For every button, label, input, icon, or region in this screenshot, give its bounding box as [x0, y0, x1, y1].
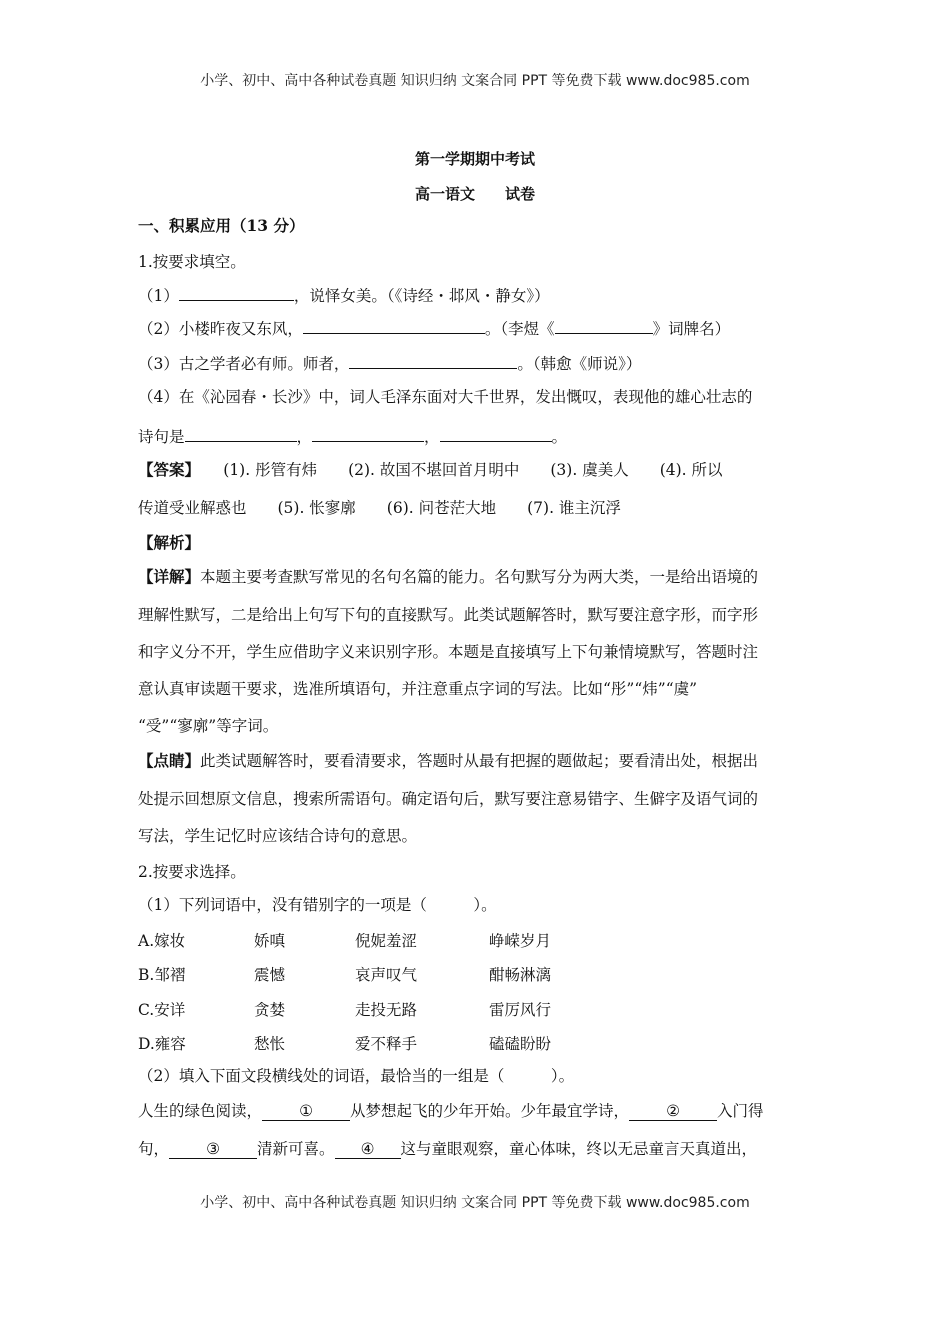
tip-line-1 [138, 751, 758, 771]
option-word: 倪妮羞涩 [355, 932, 418, 950]
option-word: 爱不释手 [355, 1035, 418, 1053]
page-header: 小学、初中、高中各种试卷真题 知识归纳 文案合同 PPT 等免费下载 www.doc985.com [200, 73, 750, 89]
passage-blank-2[interactable]: ② [629, 1102, 717, 1121]
part-text: 》词牌名） [652, 320, 731, 338]
fill-blank[interactable] [303, 318, 485, 334]
part-text: 。（李煜《 [484, 320, 555, 338]
punctuation: ， [424, 428, 440, 446]
detail-text: 本题主要考查默写常见的名句名篇的能力。名句默写分为两大类，一是给出语境的 [200, 568, 759, 586]
question-1-part-3 [138, 353, 641, 374]
passage-blank-1[interactable]: ① [262, 1102, 350, 1121]
detail-label: 【详解】 [138, 567, 201, 586]
fill-blank[interactable] [179, 285, 294, 301]
tip-label: 【点睛】 [138, 751, 201, 770]
detail-line-2: 理解性默写，二是给出上句写下句的直接默写。此类试题解答时，默写要注意字形，而字形 [138, 606, 759, 624]
exam-subtitle: 高一语文 试卷 [414, 185, 535, 203]
option-word: 雷厉风行 [489, 1001, 552, 1019]
question-1-stem: 1.按要求填空。 [138, 253, 246, 271]
fill-blank[interactable] [555, 318, 653, 334]
part-text: 诗句是 [138, 428, 185, 446]
passage-text: 句， [138, 1140, 170, 1158]
answer-label: 【答案】 [138, 460, 193, 479]
part-text: ，说怿女美。（《诗经・邶风・静女》） [293, 287, 550, 305]
detail-line-3: 和字义分不开，学生应借助字义来识别字形。本题是直接填写上下句兼情境默写，答题时注 [138, 643, 759, 661]
fill-blank[interactable] [185, 426, 297, 442]
option-word: 愁怅 [254, 1035, 286, 1053]
detail-line-1 [138, 567, 758, 587]
punctuation: 。 [551, 428, 568, 446]
fill-blank[interactable] [349, 353, 517, 369]
passage-line-1 [138, 1101, 764, 1121]
option-word: 哀声叹气 [355, 966, 418, 984]
passage-blank-3[interactable]: ③ [169, 1140, 257, 1159]
option-label: A.嫁妆 [138, 932, 186, 950]
detail-line-4: 意认真审读题干要求，选准所填语句，并注意重点字词的写法。比如“彤”“炜”“虞” [138, 680, 698, 698]
passage-text: 这与童眼观察，童心体味，终以无忌童言天真道出， [400, 1140, 758, 1158]
question-1-part-2 [138, 318, 730, 339]
option-word: 震憾 [254, 966, 286, 984]
question-1-part-4: （4）在《沁园春・长沙》中，词人毛泽东面对大千世界，发出慨叹，表现他的雄心壮志的 [138, 388, 753, 406]
answer-line-2: 传道受业解惑也 (5). 怅寥廓 (6). 问苍茫大地 (7). 谁主沉浮 [138, 499, 621, 517]
fill-blank[interactable] [312, 426, 424, 442]
answer-text: (1). 彤管有炜 (2). 故国不堪回首月明中 (3). 虞美人 (4). 所以 [192, 461, 723, 479]
tip-text: 此类试题解答时，要看清要求，答题时从最有把握的题做起；要看清出处，根据出 [200, 752, 759, 770]
passage-text: 人生的绿色阅读， [138, 1102, 263, 1120]
part-text: （2）小楼昨夜又东风， [138, 320, 303, 338]
question-1-part-1 [138, 285, 550, 306]
passage-text: 入门得 [717, 1102, 764, 1120]
question-2-sub-1: （1）下列词语中，没有错别字的一项是（ ）。 [138, 896, 497, 914]
passage-line-2 [138, 1139, 757, 1159]
option-label: C.安详 [138, 1001, 186, 1019]
option-label: D.雍容 [138, 1035, 186, 1053]
option-word: 贪婪 [254, 1001, 286, 1019]
exam-title: 第一学期期中考试 [414, 150, 535, 168]
option-word: 娇嗔 [254, 932, 286, 950]
option-word: 磕磕盼盼 [489, 1035, 552, 1053]
option-word: 走投无路 [355, 1001, 418, 1019]
detail-line-5: “受”“寥廓”等字词。 [138, 717, 279, 735]
page-footer: 小学、初中、高中各种试卷真题 知识归纳 文案合同 PPT 等免费下载 www.doc985.com [200, 1195, 750, 1211]
passage-text: 清新可喜。 [257, 1140, 335, 1158]
part-text: 。（韩愈《师说》） [517, 355, 642, 373]
option-label: B.邹褶 [138, 966, 186, 984]
tip-line-3: 写法，学生记忆时应该结合诗句的意思。 [138, 827, 418, 845]
answer-line-1 [138, 460, 723, 480]
analysis-label: 【解析】 [138, 533, 201, 552]
option-word: 酣畅淋漓 [489, 966, 552, 984]
passage-blank-4[interactable]: ④ [335, 1140, 401, 1159]
question-2-stem: 2.按要求选择。 [138, 863, 246, 881]
section-heading: 一、积累应用（13 分） [138, 216, 305, 235]
fill-blank[interactable] [440, 426, 552, 442]
question-2-sub-2: （2）填入下面文段横线处的词语，最恰当的一组是（ ）。 [138, 1067, 575, 1085]
tip-line-2: 处提示回想原文信息，搜索所需语句。确定语句后，默写要注意易错字、生僻字及语气词的 [138, 790, 759, 808]
question-1-part-4-cont [138, 426, 567, 447]
passage-text: 从梦想起飞的少年开始。少年最宜学诗， [350, 1102, 630, 1120]
punctuation: ， [296, 428, 313, 446]
part-number: （1） [138, 287, 179, 305]
option-word: 峥嵘岁月 [489, 932, 552, 950]
part-text: （3）古之学者必有师。师者， [138, 355, 350, 373]
